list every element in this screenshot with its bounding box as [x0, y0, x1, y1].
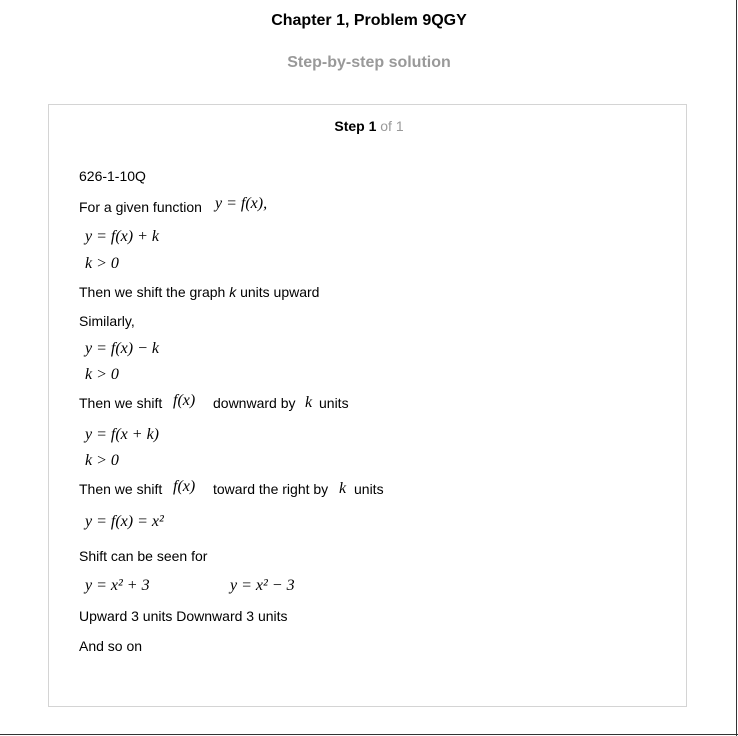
shift-up-line [79, 284, 319, 300]
page-subtitle: Step-by-step solution [287, 54, 451, 71]
equation-2a: y = f(x) − k [85, 340, 159, 357]
step-header [0, 118, 738, 134]
equation-2b: k > 0 [85, 366, 119, 383]
shift-up-post: units upward [240, 284, 320, 300]
problem-id: 626-1-10Q [79, 168, 146, 184]
shift-down-post: units [319, 395, 349, 411]
ending-text: And so on [79, 638, 143, 654]
equation-1b: k > 0 [85, 255, 119, 272]
frame-border-bottom [0, 734, 738, 735]
similarly-text: Similarly, [79, 313, 135, 329]
equation-5b: y = x² − 3 [230, 577, 295, 594]
shift-down-pre: Then we shift [79, 395, 163, 411]
equation-4: y = f(x) = x² [85, 513, 164, 530]
page-title: Chapter 1, Problem 9QGY [271, 12, 467, 29]
shift-down-fx: f(x) [173, 392, 196, 409]
shift-seen-text: Shift can be seen for [79, 548, 208, 564]
equation-function: y = f(x), [215, 195, 268, 212]
shift-down-k: k [305, 394, 313, 411]
shift-right-k: k [339, 480, 347, 497]
equation-3b: k > 0 [85, 452, 119, 469]
shift-right-pre: Then we shift [79, 481, 163, 497]
shift-up-k: k [229, 284, 237, 300]
step-count: of 1 [380, 118, 404, 134]
shift-right-fx: f(x) [173, 478, 196, 495]
shift-down-mid: downward by [213, 395, 296, 411]
equation-3a: y = f(x + k) [85, 426, 159, 443]
shift-up-pre: Then we shift the graph [79, 284, 226, 300]
updown-text: Upward 3 units Downward 3 units [79, 608, 288, 624]
step-label: Step 1 [334, 118, 377, 134]
intro-text: For a given function [79, 199, 202, 215]
shift-right-mid: toward the right by [213, 481, 329, 497]
shift-right-post: units [354, 481, 384, 497]
frame-border-right [736, 0, 737, 736]
equation-1a: y = f(x) + k [85, 228, 159, 245]
equation-5a: y = x² + 3 [85, 577, 150, 594]
